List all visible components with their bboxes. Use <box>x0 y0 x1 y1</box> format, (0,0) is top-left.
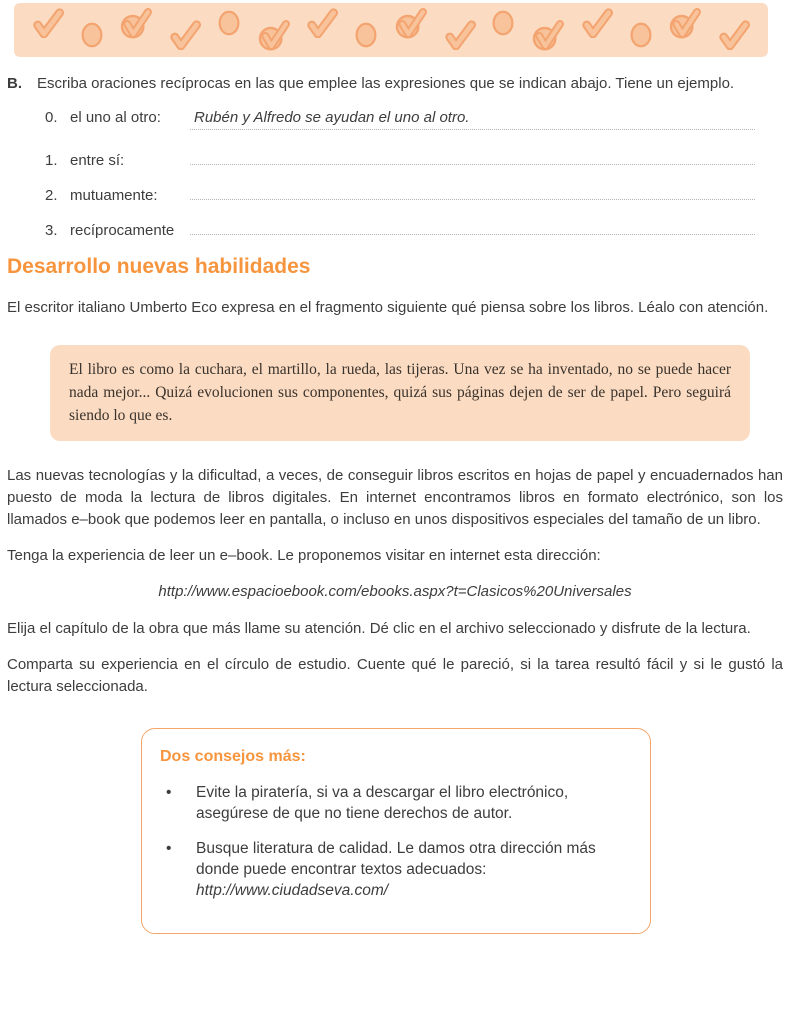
tips-list <box>160 782 628 901</box>
exercise-item-number: 1. <box>45 152 58 169</box>
oval-icon <box>216 8 242 38</box>
oval-icon <box>79 20 105 50</box>
check-circle-icon <box>118 8 154 40</box>
exercise-item <box>45 107 755 129</box>
tips-box <box>141 728 651 934</box>
check-circle-icon <box>256 20 292 52</box>
exercise-item-label: mutuamente: <box>70 187 158 204</box>
paragraph-invitation: Tenga la experiencia de leer un e–book. Le proponemos visitar en internet esta dirección: <box>7 547 601 564</box>
check-circle-icon <box>393 8 429 40</box>
tip-item <box>160 838 628 901</box>
oval-icon <box>353 20 379 50</box>
exercise-item-number: 3. <box>45 222 58 239</box>
bullet-icon: • <box>166 784 172 801</box>
paragraph-ebooks: Las nuevas tecnologías y la dificultad, a veces, de conseguir libros escritos en hojas de papel y encuadernados han puesto de moda la lectura de libros digitales. En internet encontramos libros en formato electrónico, son los llamados e–book que podemos leer en pantalla, o incluso en unos dispositivos especiales del tamaño de un libro. <box>7 467 783 528</box>
exercise-item-number: 2. <box>45 187 58 204</box>
paragraph-intro: El escritor italiano Umberto Eco expresa en el fragmento siguiente qué piensa sobre los libros. Léalo con atención. <box>7 299 769 316</box>
exercise-b-instruction: Escriba oraciones recíprocas en las que emplee las expresiones que se indican abajo. Tiene un ejemplo. <box>37 75 735 92</box>
tips-title: Dos consejos más: <box>160 748 306 765</box>
exercise-answer-line[interactable] <box>190 212 755 235</box>
exercise-item <box>45 142 755 169</box>
oval-icon <box>490 8 516 38</box>
exercise-item <box>45 177 755 204</box>
exercise-item-label: recíprocamente <box>70 222 175 239</box>
exercise-answer-line[interactable] <box>190 107 755 130</box>
exercise-b-label: B. <box>7 75 22 92</box>
paragraph-choose-chapter: Elija el capítulo de la obra que más llame su atención. Dé clic en el archivo seleccionado y disfrute de la lectura. <box>7 620 751 637</box>
check-icon <box>168 20 202 50</box>
exercise-answer-text: Rubén y Alfredo se ayudan el uno al otro. <box>194 109 470 126</box>
exercise-item-label: el uno al otro: <box>70 109 161 126</box>
tip-item <box>160 782 628 824</box>
check-icon <box>717 20 751 50</box>
check-icon <box>305 8 339 38</box>
exercise-items <box>45 107 755 239</box>
exercise-b-section <box>7 73 782 95</box>
decorative-banner <box>14 3 768 57</box>
tip-text: Evite la piratería, si va a descargar el libro electrónico, asegúrese de que no tiene derechos de autor. <box>196 784 569 822</box>
umberto-eco-quote-box: El libro es como la cuchara, el martillo, la rueda, las tijeras. Una vez se ha inventado, no se puede hacer nada mejor... Quizá evolucionen sus componentes, quizá sus páginas dejen de ser de papel. Pero seguirá siendo lo que es. <box>50 345 750 441</box>
tip-url-link[interactable]: http://www.ciudadseva.com/ <box>196 882 389 899</box>
check-icon <box>31 8 65 38</box>
paragraph-share-experience: Comparta su experiencia en el círculo de estudio. Cuente qué le pareció, si la tarea resultó fácil y si le gustó la lectura seleccionada. <box>7 656 783 695</box>
exercise-item <box>45 212 755 239</box>
check-icon <box>580 8 614 38</box>
check-icon <box>443 20 477 50</box>
ebook-url-link[interactable]: http://www.espacioebook.com/ebooks.aspx?t=Clasicos%20Universales <box>158 583 632 600</box>
section-heading: Desarrollo nuevas habilidades <box>7 255 311 278</box>
check-circle-icon <box>667 8 703 40</box>
exercise-answer-line[interactable] <box>190 142 755 165</box>
workbook-page <box>0 3 792 1027</box>
exercise-answer-line[interactable] <box>190 177 755 200</box>
tip-text: Busque literatura de calidad. Le damos otra dirección más donde puede encontrar textos adecuados: http://www.ciudadseva.com/ <box>196 838 628 901</box>
check-circle-icon <box>530 20 566 52</box>
exercise-item-number: 0. <box>45 109 58 126</box>
oval-icon <box>628 20 654 50</box>
exercise-item-label: entre sí: <box>70 152 125 169</box>
bullet-icon: • <box>166 840 172 857</box>
